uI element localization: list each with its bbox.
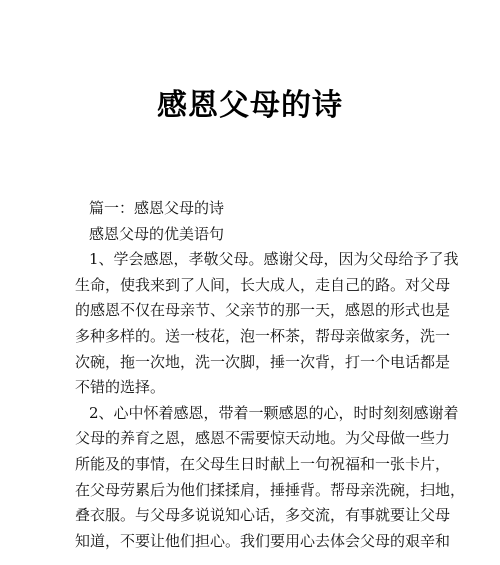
body-line: 感恩父母的优美语句 [89,224,225,243]
body-line: 篇一：感恩父母的诗 [89,199,225,217]
document-title: 感恩父母的诗 [157,88,343,123]
body-line: 生命，使我来到了人间，长大成人，走自己的路。对父母 [75,275,451,294]
body-line: 知道，不要让他们担心。我们要用心去体会父母的艰辛和 [75,531,451,550]
body-line: 在父母劳累后为他们揉揉肩，捶捶背。帮母亲洗碗，扫地， [75,480,466,499]
body-line: 所能及的事情，在父母生日时献上一句祝福和一张卡片， [75,454,451,473]
body-line: 次碗，拖一次地，洗一次脚，捶一次背，打一个电话都是 [75,352,451,371]
body-line: 多种多样的。送一枝花，泡一杯茶，帮母亲做家务，洗一 [75,326,451,345]
body-line: 的感恩不仅在母亲节、父亲节的那一天，感恩的形式也是 [75,301,451,320]
document-body [75,196,466,554]
body-line: 不错的选择。 [75,378,166,397]
body-line: 父母的养育之恩，感恩不需要惊天动地。为父母做一些力 [75,429,451,448]
body-line: 2、心中怀着感恩，带着一颗感恩的心，时时刻刻感谢着 [89,403,459,422]
body-line: 叠衣服。与父母多说说知心话，多交流，有事就要让父母 [75,506,451,525]
body-line: 1、学会感恩，孝敬父母。感谢父母，因为父母给予了我 [89,250,459,269]
